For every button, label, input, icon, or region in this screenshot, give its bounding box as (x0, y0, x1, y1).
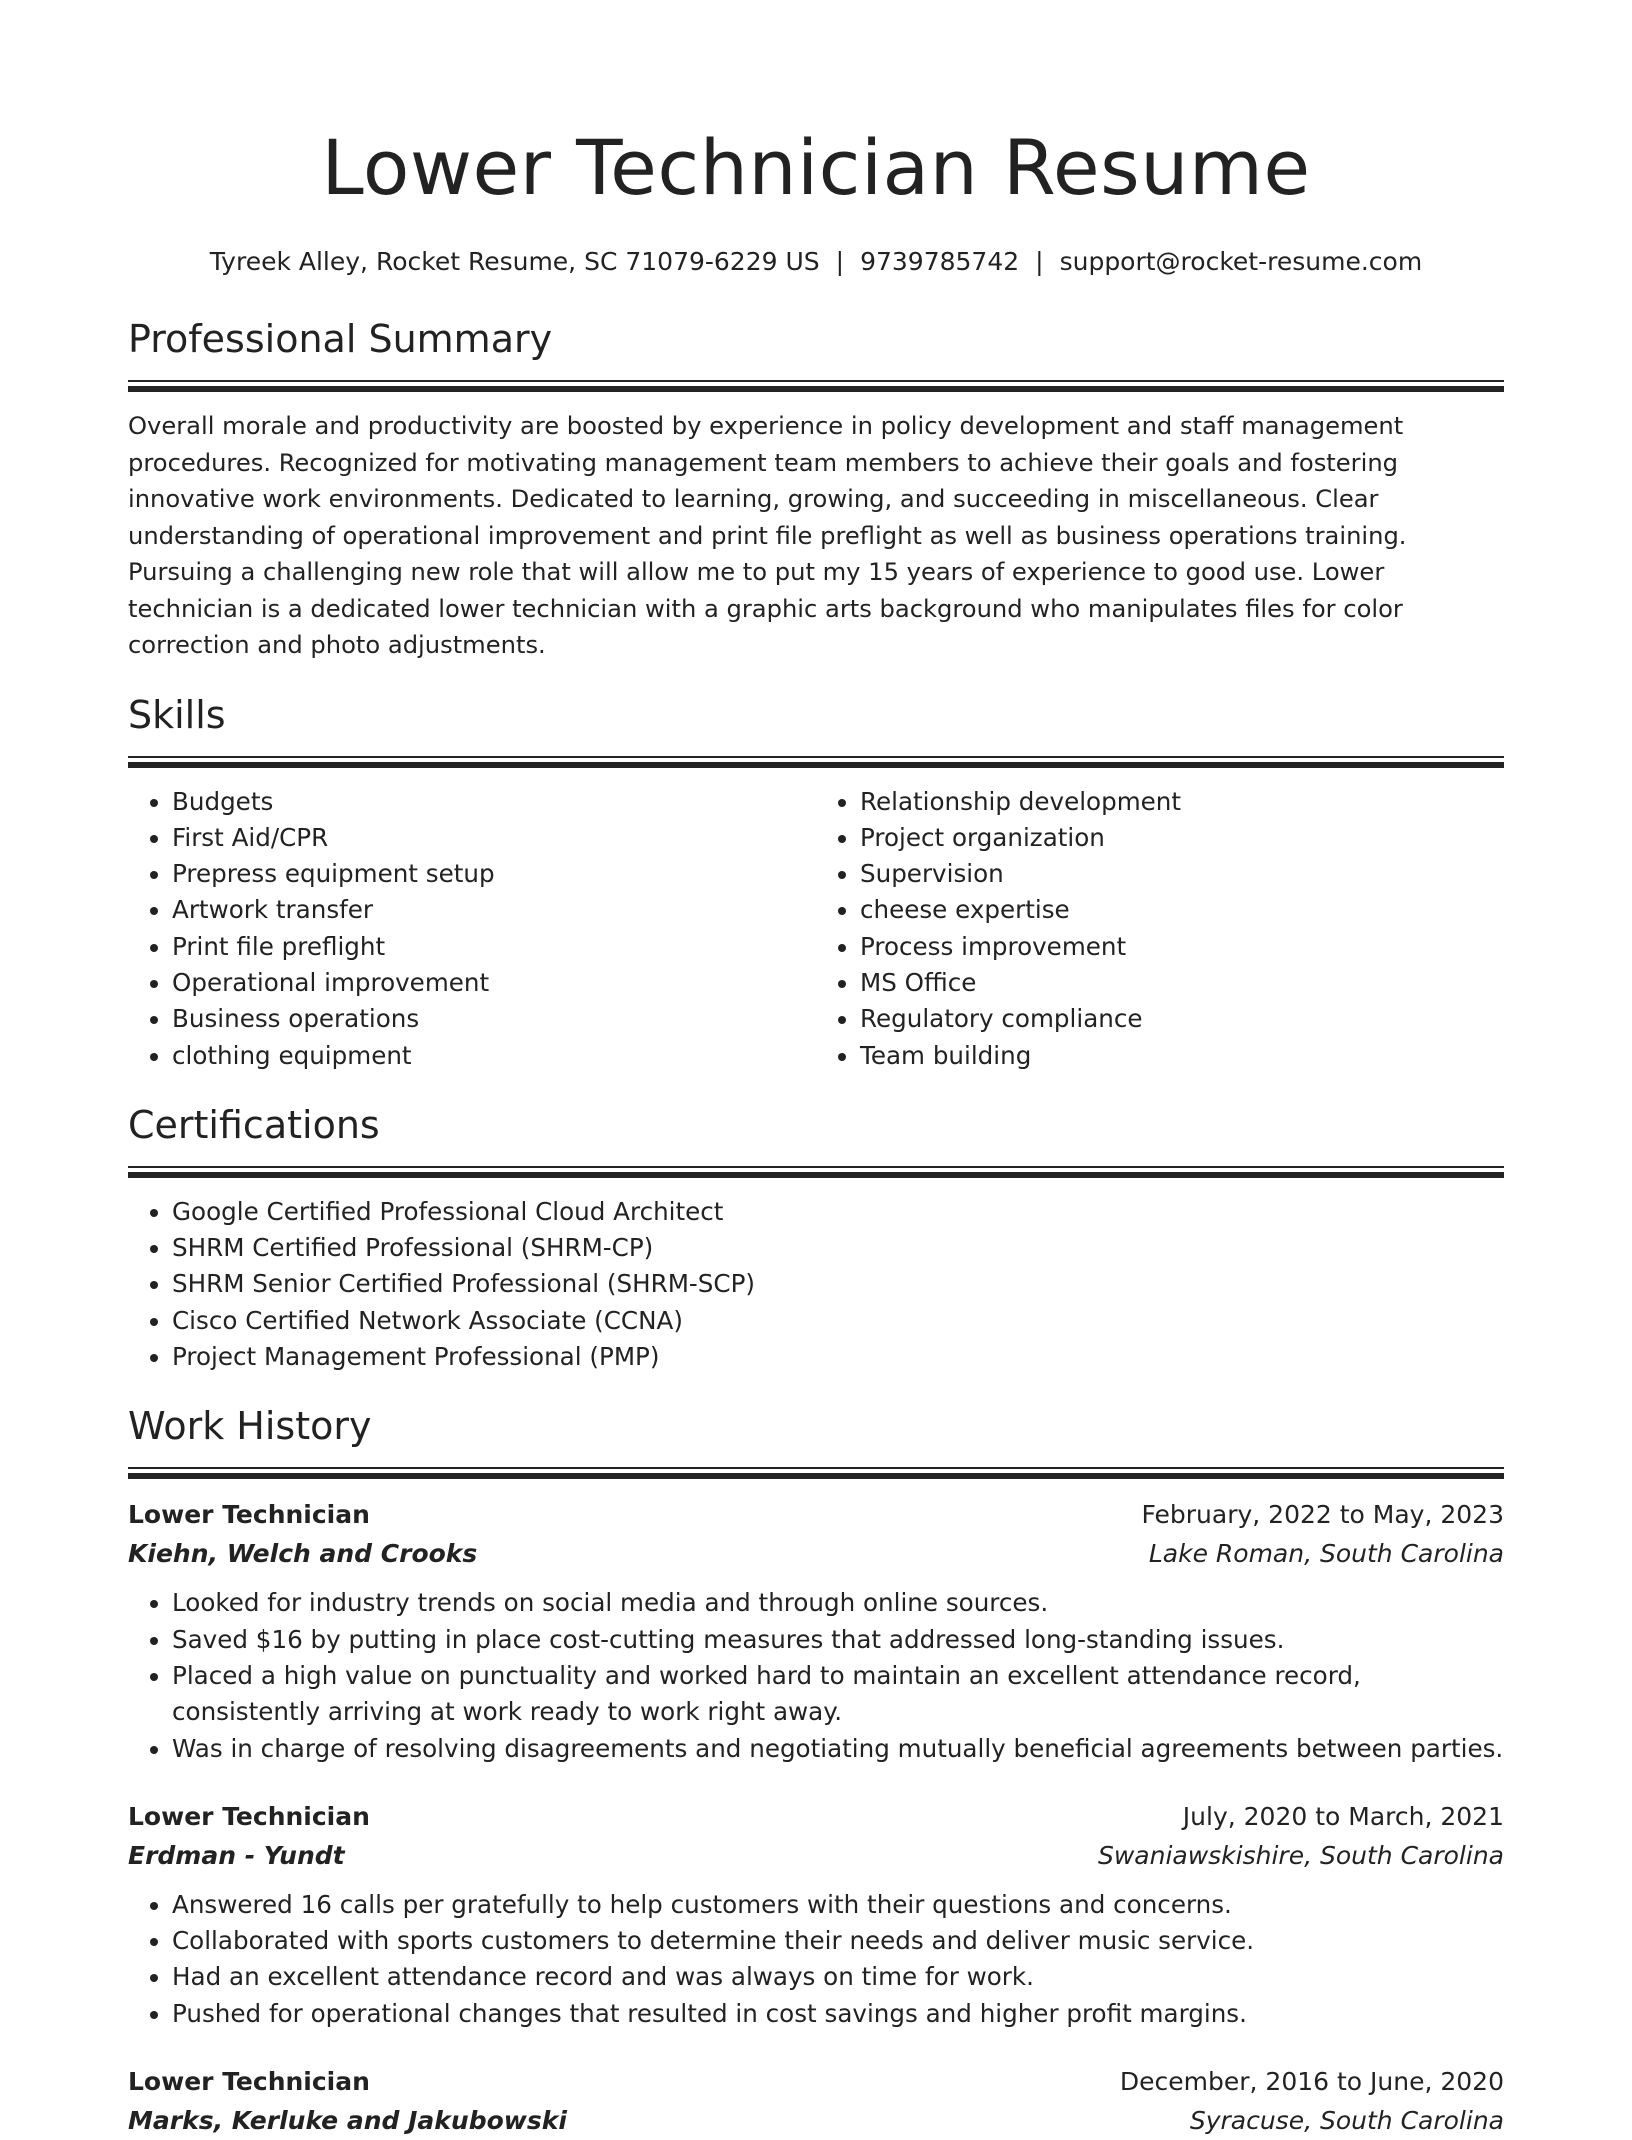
section-divider (128, 756, 1504, 768)
certifications-heading: Certifications (128, 1102, 380, 1147)
job-bullet: • Pushed for operational changes that resulted in cost savings and higher profit margins. (172, 1996, 1504, 2032)
certification-item: • Google Certified Professional Cloud Architect (172, 1194, 1504, 1230)
job-dates: February, 2022 to May, 2023 (1141, 1500, 1504, 1530)
contact-separator: | (1035, 247, 1044, 276)
certification-item: • Cisco Certified Network Associate (CCNA) (172, 1303, 1504, 1339)
summary-section (128, 314, 1504, 664)
job-bullets (128, 1887, 1504, 2032)
job-bullet: • Placed a high value on punctuality and worked hard to maintain an excellent attendance record, consistently arriving at work ready to work right away. (172, 1658, 1504, 1731)
skill-item: • cheese expertise (860, 892, 1504, 928)
skill-item: • Relationship development (860, 784, 1504, 820)
job-bullet: • Looked for industry trends on social media and through online sources. (172, 1585, 1504, 1621)
job-bullet: • Saved $16 by putting in place cost-cutting measures that addressed long-standing issues. (172, 1622, 1504, 1658)
skills-list-right (816, 784, 1504, 1074)
job-title: Lower Technician (128, 1801, 370, 1831)
skill-item: • Operational improvement (172, 965, 816, 1001)
skill-item: • Regulatory compliance (860, 1001, 1504, 1037)
job-company: Erdman - Yundt (128, 1840, 345, 1870)
job-location: Lake Roman, South Carolina (1148, 1539, 1504, 1569)
job-dates: December, 2016 to June, 2020 (1119, 2067, 1504, 2097)
contact-address: Tyreek Alley, Rocket Resume, SC 71079-6229 US (209, 247, 820, 276)
job-header (128, 1797, 1504, 1836)
skill-item: • Business operations (172, 1001, 816, 1037)
job-subheader (128, 1836, 1504, 1875)
job-header (128, 1495, 1504, 1534)
contact-phone: 9739785742 (860, 247, 1020, 276)
job-bullet: • Answered 16 calls per gratefully to help customers with their questions and concerns. (172, 1887, 1504, 1923)
skill-item: • Supervision (860, 856, 1504, 892)
skills-section (128, 690, 1504, 1074)
certifications-list (128, 1194, 1504, 1375)
certifications-section (128, 1100, 1504, 1375)
job-entry (128, 1797, 1504, 2032)
skill-item: • Budgets (172, 784, 816, 820)
skills-columns (128, 784, 1504, 1074)
job-bullets (128, 1585, 1504, 1766)
skill-item: • Project organization (860, 820, 1504, 856)
skill-item: • First Aid/CPR (172, 820, 816, 856)
job-location: Swaniawskishire, South Carolina (1097, 1840, 1504, 1870)
job-title: Lower Technician (128, 2067, 370, 2097)
summary-text: Overall morale and productivity are boosted by experience in policy development and staff management procedures. Recognized for motivating management team members to achieve their goals and fostering innovative work environments. Dedicated to learning, growing, and succeeding in miscellaneous. Clear understanding of operational improvement and print file preflight as well as business operations training. Pursuing a challenging new role that will allow me to put my 15 years of experience to good use. Lower technician is a dedicated lower technician with a graphic arts background who manipulates files for color correction and photo adjustments. (128, 412, 1407, 659)
skill-item: • Team building (860, 1038, 1504, 1074)
skill-item: • Print file preflight (172, 929, 816, 965)
job-dates: July, 2020 to March, 2021 (1182, 1801, 1504, 1831)
job-company: Kiehn, Welch and Crooks (128, 1539, 478, 1569)
skill-item: • Prepress equipment setup (172, 856, 816, 892)
skills-heading: Skills (128, 692, 226, 737)
work-history-section (128, 1401, 1504, 2140)
section-divider (128, 380, 1504, 392)
skill-item: • Artwork transfer (172, 892, 816, 928)
section-divider (128, 1467, 1504, 1479)
contact-separator: | (835, 247, 845, 276)
certification-item: • SHRM Senior Certified Professional (SHRM-SCP) (172, 1266, 1504, 1302)
job-subheader (128, 2101, 1504, 2140)
work-history-heading: Work History (128, 1404, 372, 1449)
job-entry (128, 1495, 1504, 1766)
job-subheader (128, 1534, 1504, 1573)
job-header (128, 2062, 1504, 2101)
job-company: Marks, Kerluke and Jakubowski (128, 2106, 567, 2136)
job-entry (128, 2062, 1504, 2140)
skill-item: • MS Office (860, 965, 1504, 1001)
summary-heading: Professional Summary (128, 317, 553, 361)
resume-title: Lower Technician Resume (321, 123, 1311, 212)
job-bullet: • Had an excellent attendance record and was always on time for work. (172, 1959, 1504, 1995)
job-location: Syracuse, South Carolina (1189, 2106, 1504, 2136)
contact-line (128, 244, 1504, 280)
certification-item: • Project Management Professional (PMP) (172, 1339, 1504, 1375)
section-divider (128, 1166, 1504, 1178)
skill-item: • clothing equipment (172, 1038, 816, 1074)
skill-item: • Process improvement (860, 929, 1504, 965)
job-title: Lower Technician (128, 1500, 370, 1530)
certification-item: • SHRM Certified Professional (SHRM-CP) (172, 1230, 1504, 1266)
job-bullet: • Collaborated with sports customers to determine their needs and deliver music service. (172, 1923, 1504, 1959)
contact-email: support@rocket-resume.com (1059, 247, 1423, 276)
skills-list-left (128, 784, 816, 1074)
job-bullet: • Was in charge of resolving disagreements and negotiating mutually beneficial agreements between parties. (172, 1731, 1504, 1767)
